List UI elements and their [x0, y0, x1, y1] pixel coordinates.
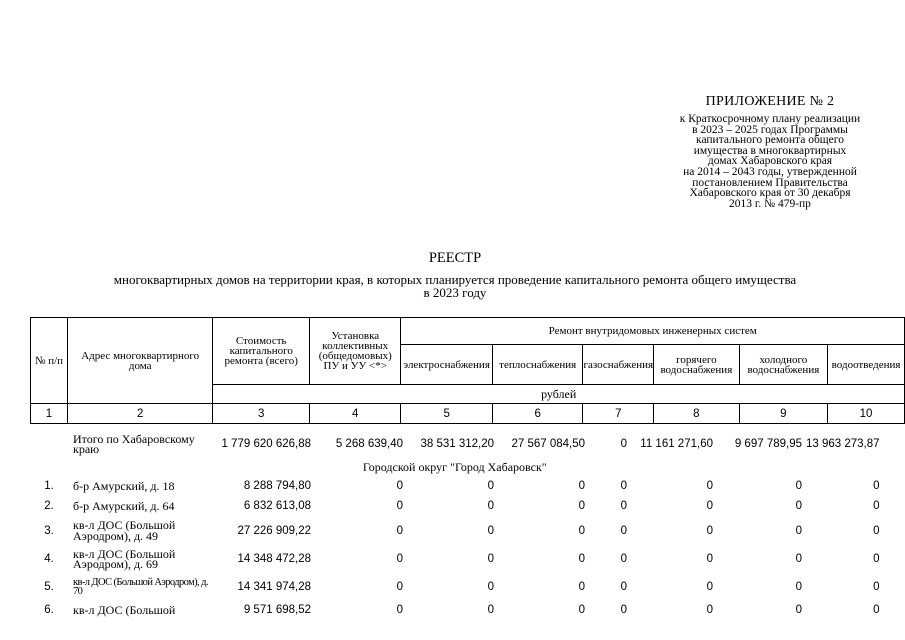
appendix-line: к Краткосрочному плану реализации	[679, 113, 861, 125]
column-number: 9	[739, 404, 827, 424]
header-hot-water: горячего водоснабжения	[654, 345, 740, 385]
table-row	[30, 545, 882, 573]
row-meters: 0	[396, 553, 403, 565]
total-heating: 27 567 084,50	[511, 438, 585, 450]
row-drainage: 0	[873, 553, 880, 565]
row-cold-water: 0	[795, 604, 802, 616]
row-gas: 0	[620, 580, 627, 593]
row-cold-water: 0	[795, 500, 802, 512]
register-table-header	[30, 317, 905, 424]
table-row	[30, 476, 882, 496]
row-meters: 0	[396, 524, 403, 537]
row-address: б-р Амурский, д. 18	[73, 478, 175, 493]
row-gas: 0	[620, 604, 627, 616]
column-number: 6	[492, 404, 583, 424]
appendix-line: в 2023 – 2025 годах Программы	[692, 123, 848, 136]
row-num: 3.	[44, 524, 54, 537]
row-electricity: 0	[487, 553, 494, 565]
total-cold-water: 9 697 789,95	[734, 438, 802, 450]
row-gas: 0	[620, 553, 627, 565]
row-heating: 0	[578, 604, 585, 616]
row-num: 5.	[44, 580, 54, 593]
column-number: 7	[583, 404, 654, 424]
row-hot-water: 0	[706, 553, 713, 565]
column-number: 5	[401, 404, 492, 424]
row-heating: 0	[578, 580, 585, 593]
header-cold-water: холодного водоснабжения	[739, 345, 827, 385]
table-row	[30, 573, 882, 600]
appendix-line: 2013 г. № 479-пр	[729, 197, 811, 210]
row-cold-water: 0	[795, 580, 802, 593]
total-gas: 0	[620, 438, 627, 450]
row-gas: 0	[620, 480, 627, 492]
column-number: 3	[213, 404, 310, 424]
row-drainage: 0	[873, 524, 880, 537]
row-gas: 0	[620, 500, 627, 512]
register-heading	[30, 250, 880, 299]
table-row	[30, 496, 882, 516]
row-address: б-р Амурский, д. 64	[73, 498, 175, 513]
row-heating: 0	[578, 553, 585, 565]
column-number: 1	[31, 404, 68, 424]
row-cost: 9 571 698,52	[243, 604, 311, 616]
appendix-line: Хабаровского края от 30 декабря	[689, 187, 851, 200]
header-drainage: водоотведения	[828, 345, 905, 385]
column-number: 8	[654, 404, 740, 424]
row-num: 1.	[44, 480, 54, 492]
row-meters: 0	[396, 580, 403, 593]
row-heating: 0	[578, 500, 585, 512]
appendix-line: на 2014 – 2043 годы, утвержденной	[683, 165, 857, 178]
row-cold-water: 0	[795, 524, 802, 537]
row-heating: 0	[578, 480, 585, 492]
register-table-body	[30, 430, 882, 620]
register-subtitle-year: в 2023 году	[423, 285, 487, 300]
appendix-line: имущества в многоквартирных	[693, 144, 847, 157]
row-electricity: 0	[487, 500, 494, 512]
total-cost: 1 779 620 626,88	[221, 438, 311, 450]
row-hot-water: 0	[706, 500, 713, 512]
row-electricity: 0	[487, 480, 494, 492]
header-gas: газоснабжения	[583, 345, 654, 385]
column-number: 4	[310, 404, 401, 424]
row-cost: 8 288 794,80	[243, 480, 311, 492]
total-drainage: 13 963 273,87	[806, 438, 880, 450]
row-cost: 14 341 974,28	[237, 580, 311, 593]
row-electricity: 0	[487, 524, 494, 537]
row-num: 2.	[44, 500, 54, 512]
register-title: РЕЕСТР	[428, 250, 482, 266]
row-drainage: 0	[873, 500, 880, 512]
total-row	[30, 430, 882, 458]
row-heating: 0	[578, 524, 585, 537]
header-meters: Установка коллективных (общедомовых) ПУ и УУ <*>	[310, 318, 401, 385]
row-cost: 14 348 472,28	[237, 553, 311, 565]
row-num: 4.	[44, 553, 54, 565]
row-num: 6.	[44, 604, 54, 616]
register-subtitle: многоквартирных домов на территории края, в которых планируется проведение капитального ремонта общего имущества	[113, 272, 797, 287]
total-label: Итого по Хабаровскому краю	[73, 431, 195, 456]
row-cold-water: 0	[795, 553, 802, 565]
row-hot-water: 0	[706, 604, 713, 616]
row-meters: 0	[396, 480, 403, 492]
table-row	[30, 516, 882, 545]
header-electricity: электроснабжения	[401, 345, 492, 385]
row-cold-water: 0	[795, 480, 802, 492]
row-drainage: 0	[873, 480, 880, 492]
appendix-line: капитального ремонта общего	[696, 134, 844, 147]
column-number: 2	[67, 404, 212, 424]
header-heating: теплоснабжения	[492, 345, 583, 385]
row-gas: 0	[620, 524, 627, 537]
header-num: № п/п	[31, 318, 68, 404]
header-address: Адрес многоквартирного дома	[67, 318, 212, 404]
row-hot-water: 0	[706, 580, 713, 593]
column-number: 10	[828, 404, 905, 424]
row-address: кв-л ДОС (Большой Аэродром), д. 49	[73, 518, 176, 543]
row-drainage: 0	[873, 604, 880, 616]
row-address: кв-л ДОС (Большой	[73, 602, 176, 617]
row-meters: 0	[396, 604, 403, 616]
section-title: Городской округ "Город Хабаровск"	[362, 459, 547, 474]
appendix-title: ПРИЛОЖЕНИЕ № 2	[705, 94, 835, 109]
row-drainage: 0	[873, 580, 880, 593]
header-repair-group: Ремонт внутридомовых инженерных систем	[401, 318, 905, 345]
section-row	[30, 458, 882, 476]
row-hot-water: 0	[706, 524, 713, 537]
row-electricity: 0	[487, 580, 494, 593]
header-cost: Стоимость капитального ремонта (всего)	[213, 318, 310, 385]
row-address: кв-л ДОС (Большой Аэродром), д. 69	[73, 546, 176, 571]
total-hot-water: 11 161 271,60	[640, 438, 713, 450]
row-hot-water: 0	[706, 480, 713, 492]
row-cost: 6 832 613,08	[243, 500, 311, 512]
total-meters: 5 268 639,40	[335, 438, 403, 450]
appendix-block	[650, 94, 890, 209]
row-electricity: 0	[487, 604, 494, 616]
row-meters: 0	[396, 500, 403, 512]
table-row	[30, 600, 882, 620]
row-address: кв-л ДОС (Большой Аэродром), д. 70	[73, 576, 208, 597]
appendix-line: домах Хабаровского края	[707, 155, 833, 168]
header-units: рублей	[213, 385, 905, 404]
appendix-line: постановлением Правительства	[692, 176, 848, 189]
total-electricity: 38 531 312,20	[420, 438, 494, 450]
row-cost: 27 226 909,22	[237, 524, 311, 537]
